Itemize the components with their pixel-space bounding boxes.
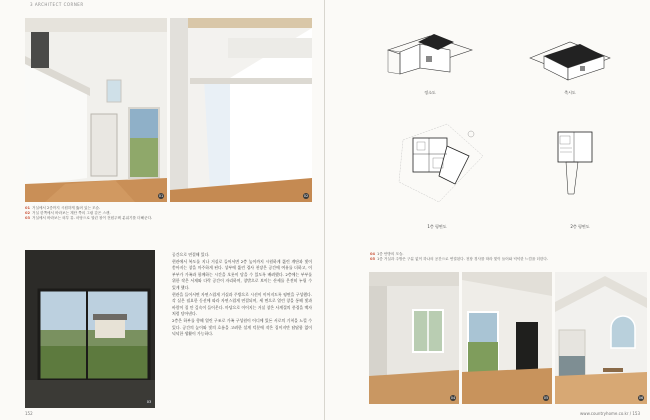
label-front-elevation: 정소도 — [424, 90, 436, 95]
top-captions — [25, 206, 275, 222]
caption-text: 거실 한쪽에서 바라보는 계단 쪽의 그림 같은 스캔. — [32, 211, 111, 216]
second-floor-plan-drawing — [540, 118, 620, 208]
caption-text: 거실에서 2층까지 시원하게 뚫려 있는 모습. — [32, 206, 101, 210]
label-first-floor-plan: 1층 평면도 — [427, 224, 447, 229]
photo-number-badge: 02 — [303, 194, 309, 198]
photo-living-room-stairs — [25, 18, 167, 202]
section-tag: 3 ARCHITECT CORNER — [30, 2, 84, 7]
body-paragraph: 공간으로 연결해 있다. — [172, 252, 210, 257]
caption-text: 1층 거실과 주방은 구분 없이 하나의 공간으로 연결된다. 천장 경사를 따라 빛이 들어와 넉넉한 느낌을 더한다. — [377, 257, 548, 262]
caption-text: 거실에서 바라보는 외부 뷰. 마당으로 열린 창이 전원주택 분위기를 더해준다. — [32, 216, 153, 221]
side-elevation-drawing — [520, 28, 620, 88]
right-page — [325, 0, 650, 420]
front-elevation-drawing — [380, 28, 480, 88]
caption-text: 1층 안방의 모습. — [377, 252, 404, 256]
body-paragraph: 현관을 들어서면 자연스럽게 거실과 주방으로 시선이 이어지도록 평면을 구성했다. 각 실은 필요한 동선에 따라 자연스럽게 연결되며, 세 면으로 열린 창을 통해 빛과 바람이 집 안 깊숙이 들어온다. 마당으로 이어지는 거실 창은 사계절의 풍경을 액자처럼 담아낸다. — [172, 291, 312, 317]
caption-number: 04 — [370, 252, 376, 256]
label-second-floor-plan: 2층 평면도 — [570, 224, 590, 229]
photo-number-badge: 05 — [543, 396, 549, 400]
caption-number: 05 — [370, 257, 376, 262]
photo-bedroom — [369, 272, 459, 404]
photo-number-badge: 04 — [450, 396, 456, 400]
label-side-elevation: 축시도 — [564, 90, 576, 95]
body-paragraph: 2층은 하부를 향해 열린 구조로 가족 구성원이 어디에 있든 서로의 기척을 느낄 수 있다. 공간의 높이와 빛의 흐름을 고려한 설계 덕분에 작은 집이지만 답답함 없이 넉넉한 생활이 가능하다. — [172, 317, 312, 337]
bottom-captions — [370, 252, 630, 262]
photo-number-badge: 03 — [146, 400, 152, 404]
page-number-left: 152 — [25, 411, 33, 416]
caption-number: 01 — [25, 206, 31, 210]
body-paragraph: 현관에서 복도를 지나 거실로 들어서면 2층 높이까지 시원하게 뚫린 계단과 빛이 쏟아지는 창을 마주하게 된다. 상부에 뚫린 경사 천장은 공간에 여유를 더하고, 이 부부가 가족과 함께하는 시간을 오롯이 담을 수 있도록 배려했다. 2층에는 부부를 위한 작은 서재와 다락 공간이 자리하며, 창밖으로 보이는 산세를 온전히 누릴 수 있게 했다. — [172, 258, 312, 290]
caption-number: 03 — [25, 216, 31, 221]
article-body — [172, 252, 312, 338]
photo-stair-wall — [170, 18, 312, 202]
caption-number: 02 — [25, 211, 31, 216]
photo-living-dining — [462, 272, 552, 404]
photo-window-view — [25, 250, 155, 408]
photo-kitchen — [555, 272, 647, 404]
first-floor-plan-drawing — [383, 110, 493, 220]
page-number-right: www.countryhome.co.kr / 153 — [580, 411, 640, 416]
photo-number-badge: 06 — [638, 396, 644, 400]
photo-number-badge: 01 — [158, 194, 164, 198]
